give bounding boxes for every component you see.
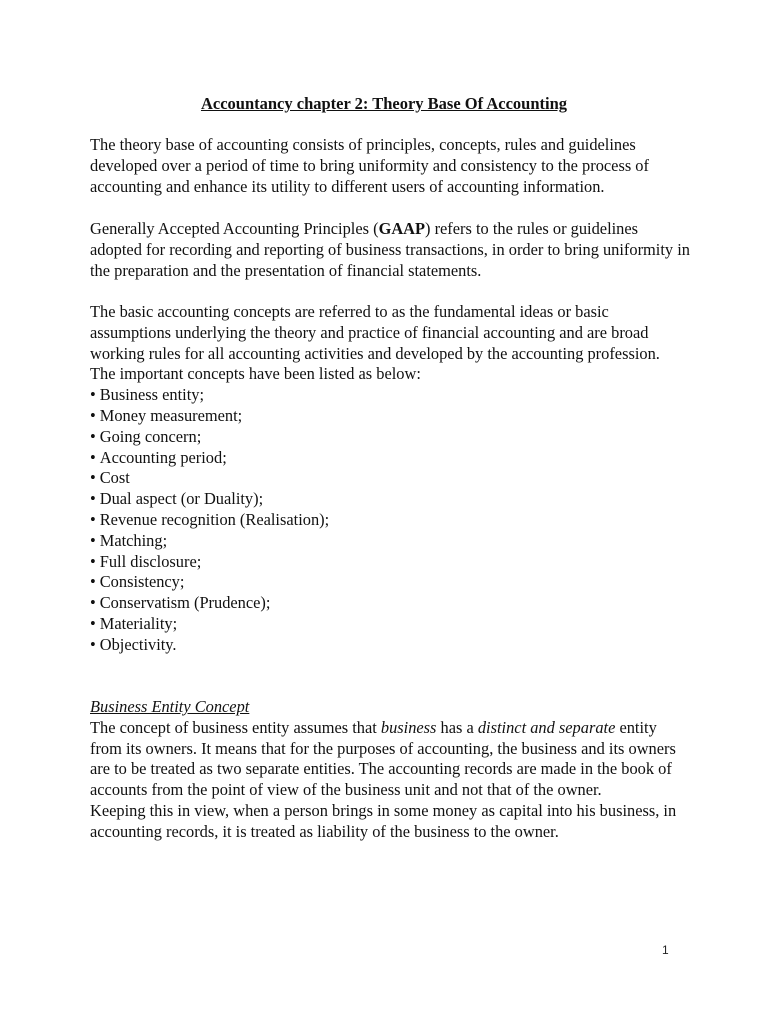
bullet-icon: •: [90, 489, 96, 509]
list-item-text: Accounting period;: [99, 447, 227, 467]
gaap-text-before: Generally Accepted Accounting Principles (: [90, 219, 379, 238]
section-text-c: entity from its owners. It means that for the purposes of accounting, the business and its owners are to be treated as two separate entities. The accounting records are made in the book of accounts from the point of view of the business unit and not that of the owner.: [90, 717, 676, 800]
list-item: [90, 593, 690, 614]
concepts-block: [90, 302, 690, 656]
concepts-list: [90, 385, 690, 655]
document-title: Accountancy chapter 2: Theory Base Of Accounting: [200, 94, 568, 113]
list-item: [90, 448, 690, 469]
list-item-text: Conservatism (Prudence);: [99, 593, 271, 613]
list-item-text: Money measurement;: [99, 405, 243, 425]
list-item: [90, 468, 690, 489]
list-intro: The important concepts have been listed as below:: [90, 364, 421, 384]
list-item: [90, 489, 690, 510]
list-item: [90, 385, 690, 406]
capital-liability-paragraph: Keeping this in view, when a person brings in some money as capital into his business, in accounting records, it is treated as liability of the business to the owner.: [90, 800, 677, 841]
list-item-text: Revenue recognition (Realisation);: [99, 509, 330, 529]
list-item-text: Full disclosure;: [99, 551, 202, 571]
list-item: [90, 510, 690, 531]
emphasis-business: business: [380, 717, 437, 737]
business-entity-paragraph: [90, 718, 690, 801]
list-item: [90, 614, 690, 635]
list-item: [90, 552, 690, 573]
bullet-icon: •: [90, 613, 96, 633]
bullet-icon: •: [90, 509, 96, 529]
bullet-icon: •: [90, 447, 96, 467]
list-item-text: Dual aspect (or Duality);: [99, 489, 264, 509]
list-item-text: Consistency;: [99, 572, 185, 592]
business-entity-section: [90, 697, 690, 843]
page-number: 1: [662, 943, 669, 957]
list-item-text: Going concern;: [99, 426, 202, 446]
bullet-icon: •: [90, 426, 96, 446]
bullet-icon: •: [90, 551, 96, 571]
emphasis-distinct: distinct and separate: [477, 717, 616, 737]
list-item-text: Matching;: [99, 530, 168, 550]
list-item-text: Materiality;: [99, 613, 178, 633]
list-item: [90, 427, 690, 448]
section-text-a: The concept of business entity assumes that: [90, 717, 381, 737]
gaap-acronym: GAAP: [378, 219, 426, 238]
list-item-text: Cost: [99, 468, 130, 488]
section-text-b: has a: [436, 717, 478, 737]
bullet-icon: •: [90, 385, 96, 405]
list-item-text: Business entity;: [99, 385, 205, 405]
section-heading: Business Entity Concept: [90, 697, 250, 716]
bullet-icon: •: [90, 405, 96, 425]
list-item: [90, 406, 690, 427]
gaap-paragraph: [90, 219, 690, 281]
bullet-icon: •: [90, 468, 96, 488]
bullet-icon: •: [90, 593, 96, 613]
list-item: [90, 531, 690, 552]
list-item: [90, 635, 690, 656]
bullet-icon: •: [90, 530, 96, 550]
bullet-icon: •: [90, 572, 96, 592]
gaap-text-after: ) refers to the rules or guidelines adopted for recording and reporting of business transactions, in order to bring uniformity in the preparation and the presentation of financial statements.: [90, 219, 690, 280]
list-item-text: Objectivity.: [99, 634, 177, 654]
bullet-icon: •: [90, 634, 96, 654]
intro-paragraph: The theory base of accounting consists of principles, concepts, rules and guidelines developed over a period of time to bring uniformity and consistency to the process of accounting and enhance its utility to different users of accounting information.: [90, 135, 649, 196]
basic-concepts-paragraph: The basic accounting concepts are referred to as the fundamental ideas or basic assumptions underlying the theory and practice of financial accounting and are broad working rules for all accounting activities and developed by the accounting profession.: [90, 302, 660, 363]
list-item: [90, 572, 690, 593]
